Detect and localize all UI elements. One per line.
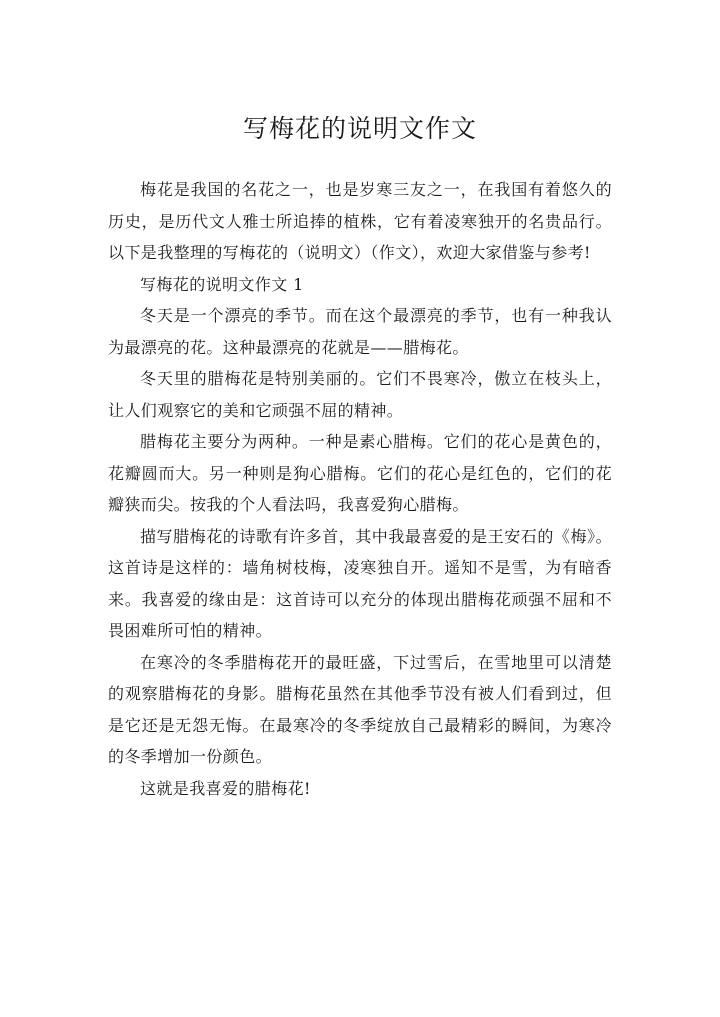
- document-title: 写梅花的说明文作文: [242, 114, 477, 143]
- body-paragraph-2: 冬天里的腊梅花是特别美丽的。它们不畏寒冷，傲立在枝头上，让人们观察它的美和它顽强不屈的精神。: [108, 369, 612, 420]
- body-paragraph-1: 冬天是一个漂亮的季节。而在这个最漂亮的季节，也有一种我认为最漂亮的花。这种最漂亮的花就是——腊梅花。: [108, 306, 612, 357]
- body-paragraph-4: 描写腊梅花的诗歌有许多首，其中我最喜爱的是王安石的《梅》。这首诗是这样的：墙角树枝梅，凌寒独自开。遥知不是雪，为有暗香来。我喜爱的缘由是：这首诗可以充分的体现出腊梅花顽强不屈和不畏困难所可怕的精神。: [108, 526, 612, 640]
- body-paragraph-3: 腊梅花主要分为两种。一种是素心腊梅。它们的花心是黄色的，花瓣圆而大。另一种则是狗心腊梅。它们的花心是红色的，它们的花瓣狭而尖。按我的个人看法吗，我喜爱狗心腊梅。: [108, 432, 612, 514]
- body-paragraph-5: 在寒冷的冬季腊梅花开的最旺盛，下过雪后，在雪地里可以清楚的观察腊梅花的身影。腊梅花虽然在其他季节没有被人们看到过，但是它还是无怨无悔。在最寒冷的冬季绽放自己最精彩的瞬间，为寒冷的冬季增加一份颜色。: [108, 652, 612, 766]
- intro-paragraph: 梅花是我国的名花之一，也是岁寒三友之一，在我国有着悠久的历史，是历代文人雅士所追捧的植株，它有着凌寒独开的名贵品行。以下是我整理的写梅花的（说明文）（作文），欢迎大家借鉴与参考!: [108, 180, 612, 262]
- closing-paragraph: 这就是我喜爱的腊梅花!: [140, 778, 311, 798]
- section-heading: 写梅花的说明文作文 1: [140, 274, 304, 294]
